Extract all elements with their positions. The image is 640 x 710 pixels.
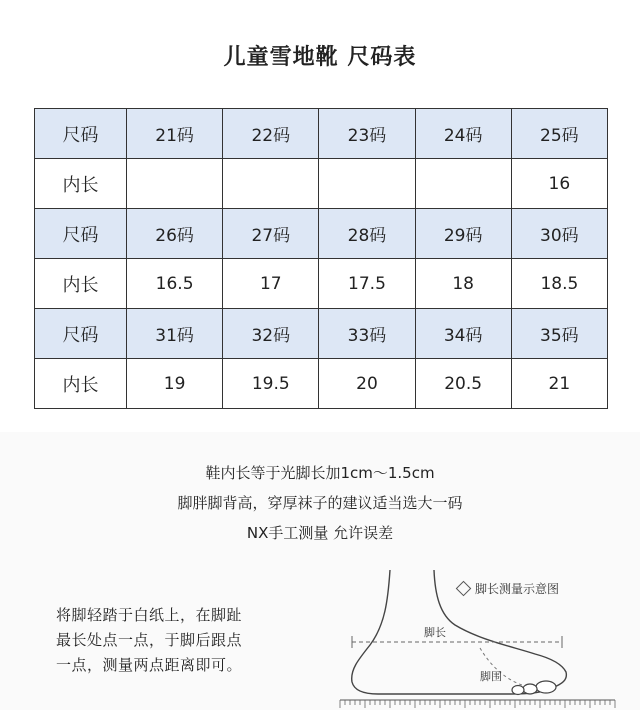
length-cell: 19.5 <box>223 359 319 409</box>
length-row <box>35 259 608 309</box>
length-cell: 21 <box>511 359 607 409</box>
size-row <box>35 109 608 159</box>
size-cell: 22码 <box>223 109 319 159</box>
size-cell: 32码 <box>223 309 319 359</box>
length-cell <box>223 159 319 209</box>
measurement-method <box>56 603 316 678</box>
row-label: 内长 <box>35 159 127 209</box>
length-cell: 17.5 <box>319 259 415 309</box>
size-cell: 23码 <box>319 109 415 159</box>
note-line: 脚胖脚背高，穿厚袜子的建议适当选大一码 <box>177 494 463 512</box>
row-label: 尺码 <box>35 309 127 359</box>
size-cell: 31码 <box>127 309 223 359</box>
toe <box>512 686 524 695</box>
size-cell: 35码 <box>511 309 607 359</box>
size-cell: 27码 <box>223 209 319 259</box>
size-cell: 28码 <box>319 209 415 259</box>
diagram-title-label: 脚长测量示意图 <box>475 582 560 596</box>
length-row <box>35 359 608 409</box>
method-line: 将脚轻踏于白纸上，在脚趾 <box>56 606 243 624</box>
size-cell: 34码 <box>415 309 511 359</box>
ruler <box>340 700 615 708</box>
row-label: 内长 <box>35 259 127 309</box>
length-cell <box>415 159 511 209</box>
toe <box>536 681 556 693</box>
size-cell: 24码 <box>415 109 511 159</box>
size-cell: 26码 <box>127 209 223 259</box>
length-cell: 20 <box>319 359 415 409</box>
foot-diagram <box>330 570 620 710</box>
length-cell <box>319 159 415 209</box>
length-cell <box>127 159 223 209</box>
length-cell: 18.5 <box>511 259 607 309</box>
sizing-notes <box>0 458 640 548</box>
size-chart-table <box>34 108 608 409</box>
length-cell: 16 <box>511 159 607 209</box>
size-row <box>35 309 608 359</box>
row-label: 内长 <box>35 359 127 409</box>
toe <box>523 684 537 694</box>
size-cell: 21码 <box>127 109 223 159</box>
size-cell: 25码 <box>511 109 607 159</box>
size-row <box>35 209 608 259</box>
foot-outline <box>352 570 567 694</box>
length-row <box>35 159 608 209</box>
length-cell: 18 <box>415 259 511 309</box>
row-label: 尺码 <box>35 209 127 259</box>
foot-girth-label: 脚围 <box>480 670 502 683</box>
length-cell: 20.5 <box>415 359 511 409</box>
length-cell: 16.5 <box>127 259 223 309</box>
foot-length-label: 脚长 <box>424 626 446 639</box>
length-cell: 19 <box>127 359 223 409</box>
note-line: 鞋内长等于光脚长加1cm～1.5cm <box>205 464 435 482</box>
size-cell: 29码 <box>415 209 511 259</box>
note-line: NX手工测量 允许误差 <box>246 524 394 542</box>
size-cell: 30码 <box>511 209 607 259</box>
row-label: 尺码 <box>35 109 127 159</box>
method-line: 最长处点一点，于脚后跟点 <box>56 631 243 649</box>
length-cell: 17 <box>223 259 319 309</box>
size-cell: 33码 <box>319 309 415 359</box>
page-title: 儿童雪地靴 尺码表 <box>223 45 417 70</box>
method-line: 一点，测量两点距离即可。 <box>56 656 243 674</box>
